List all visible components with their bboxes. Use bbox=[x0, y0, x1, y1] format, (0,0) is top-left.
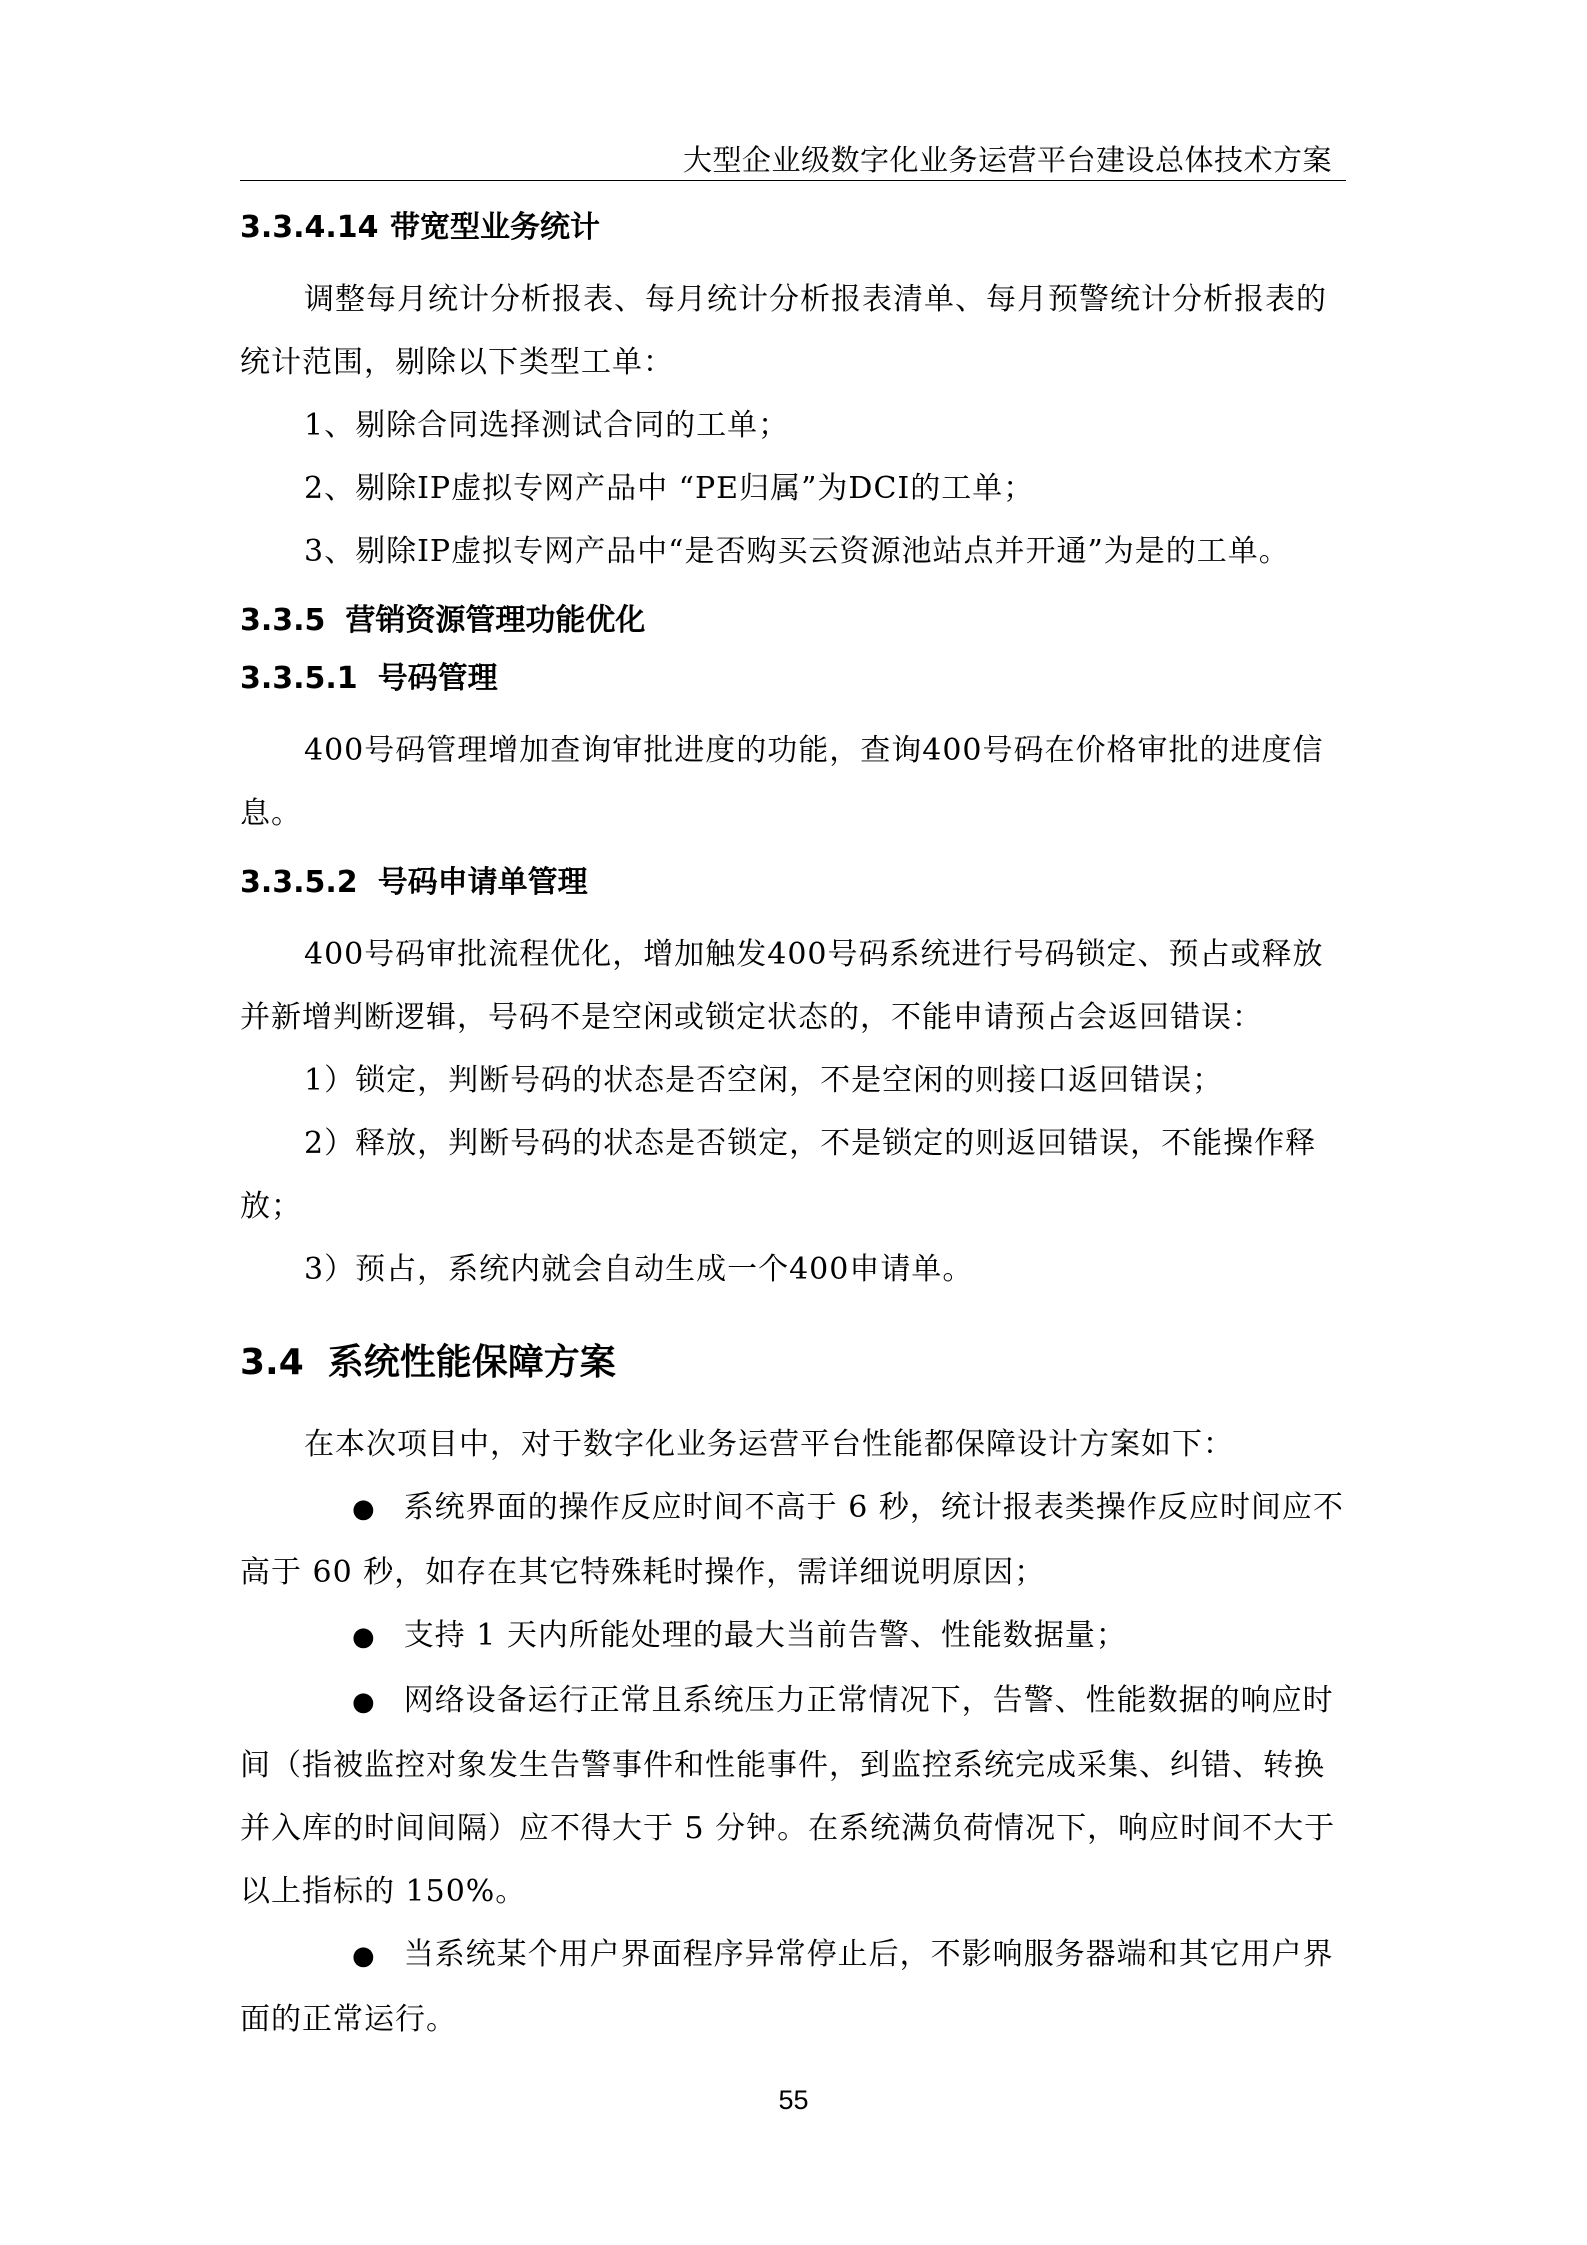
bullet-text: 当系统某个用户界面程序异常停止后，不影响服务器端和其它用户界面的正常运行。 bbox=[240, 1937, 1334, 2037]
paragraph: 在本次项目中，对于数字化业务运营平台性能都保障设计方案如下： bbox=[304, 1427, 1234, 1462]
bullet-item bbox=[240, 1604, 1346, 1669]
heading-number: 3.4 bbox=[240, 1342, 304, 1383]
bullet-text: 网络设备运行正常且系统压力正常情况下，告警、性能数据的响应时间（指被监控对象发生告警事件和性能事件，到监控系统完成采集、纠错、转换并入库的时间间隔）应不得大于 5 分钟。在系统满负荷情况下，响应时间不大于以上指标的 150%。 bbox=[240, 1683, 1336, 1909]
heading-title: 营销资源管理功能优化 bbox=[345, 603, 646, 638]
heading-3-3-5-1 bbox=[240, 661, 1346, 697]
bullet-text: 支持 1 天内所能处理的最大当前告警、性能数据量； bbox=[403, 1618, 1127, 1653]
bullet-item bbox=[240, 1669, 1346, 1923]
paragraph: 400号码管理增加查询审批进度的功能，查询400号码在价格审批的进度信息。 bbox=[240, 733, 1324, 831]
bullet-dot-icon: ● bbox=[352, 1941, 376, 1971]
list-item: 1）锁定，判断号码的状态是否空闲，不是空闲的则接口返回错误； bbox=[304, 1063, 1224, 1098]
heading-number: 3.3.4.14 bbox=[240, 210, 379, 245]
bullet-item bbox=[240, 1476, 1346, 1604]
header-divider bbox=[240, 180, 1346, 181]
heading-number: 3.3.5.1 bbox=[240, 661, 358, 696]
heading-3-3-4-14 bbox=[240, 210, 1346, 246]
heading-3-3-5 bbox=[240, 603, 1346, 639]
paragraph: 调整每月统计分析报表、每月统计分析报表清单、每月预警统计分析报表的统计范围，剔除以下类型工单： bbox=[240, 282, 1327, 380]
heading-title: 号码申请单管理 bbox=[377, 865, 588, 900]
heading-3-3-5-2 bbox=[240, 865, 1346, 901]
heading-number: 3.3.5.2 bbox=[240, 865, 358, 900]
list-item: 2、剔除IP虚拟专网产品中 “PE归属”为DCI的工单； bbox=[304, 471, 1035, 506]
bullet-item bbox=[240, 1923, 1346, 2051]
list-item: 3、剔除IP虚拟专网产品中“是否购买云资源池站点并开通”为是的工单。 bbox=[304, 534, 1290, 569]
heading-number: 3.3.5 bbox=[240, 603, 326, 638]
bullet-dot-icon: ● bbox=[352, 1494, 376, 1524]
heading-3-4 bbox=[240, 1341, 1346, 1385]
page-number: 55 bbox=[778, 2085, 809, 2115]
list-item: 1、剔除合同选择测试合同的工单； bbox=[304, 408, 790, 443]
heading-title: 带宽型业务统计 bbox=[390, 210, 600, 245]
bullet-dot-icon: ● bbox=[352, 1622, 376, 1652]
list-item: 2）释放，判断号码的状态是否锁定，不是锁定的则返回错误，不能操作释放； bbox=[240, 1126, 1317, 1224]
heading-title: 系统性能保障方案 bbox=[327, 1342, 616, 1383]
document-body bbox=[240, 195, 1346, 2051]
list-item: 3）预占，系统内就会自动生成一个400申请单。 bbox=[304, 1252, 974, 1287]
heading-title: 号码管理 bbox=[377, 661, 498, 696]
bullet-text: 系统界面的操作反应时间不高于 6 秒，统计报表类操作反应时间应不高于 60 秒，如存在其它特殊耗时操作，需详细说明原因； bbox=[240, 1490, 1344, 1590]
bullet-dot-icon: ● bbox=[352, 1687, 376, 1717]
paragraph: 400号码审批流程优化，增加触发400号码系统进行号码锁定、预占或释放并新增判断逻辑，号码不是空闲或锁定状态的，不能申请预占会返回错误： bbox=[240, 937, 1324, 1035]
page-header-title: 大型企业级数字化业务运营平台建设总体技术方案 bbox=[682, 143, 1332, 177]
